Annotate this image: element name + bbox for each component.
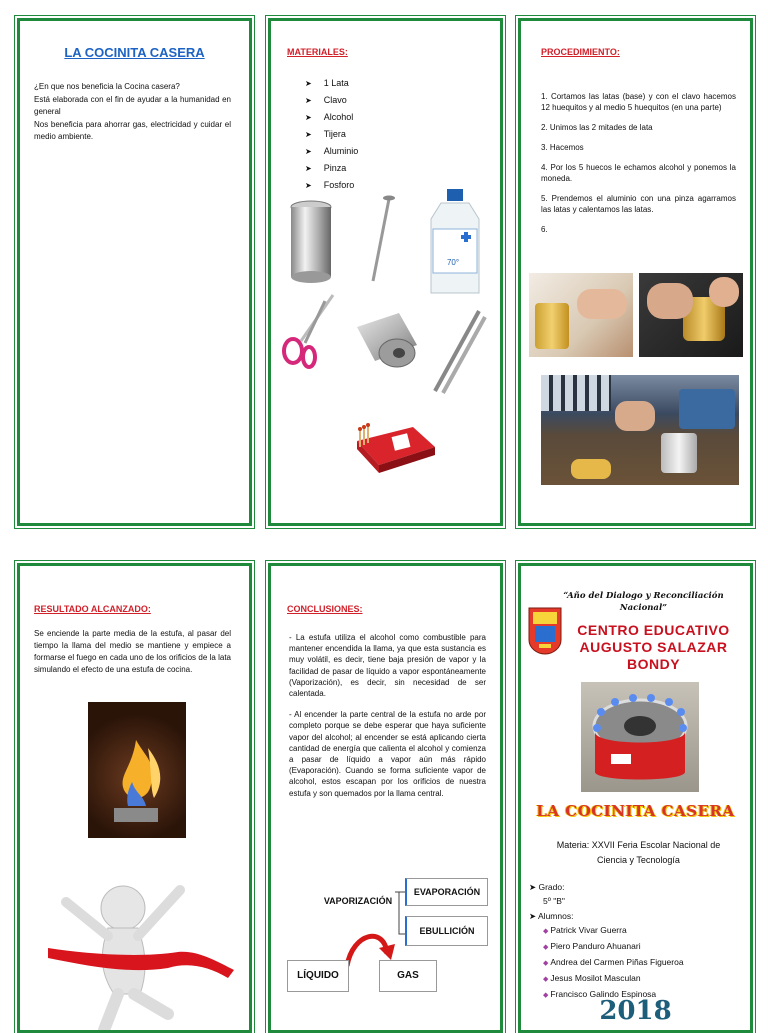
cover-year: 2018 [599,996,672,1026]
alcohol-bottle-image [427,189,483,297]
alumnos-label: ➤ Alumnos: [529,909,573,923]
school-name: CENTRO EDUCATIVO AUGUSTO SALAZAR BONDY [577,622,730,672]
intro-line-2: Está elaborada con el fin de ayudar a la humanidad en general [34,94,231,116]
grado-list [529,880,564,894]
winner-figure-image [48,866,238,1033]
svg-text:70°: 70° [446,258,460,267]
intro-title: LA COCINITA CASERA [64,45,205,60]
materia-text: Materia: XXVII Feria Escolar Nacional de Ciencia y Tecnología [556,840,721,865]
intro-text [34,81,231,144]
conclusiones-heading: CONCLUSIONES: [287,604,363,614]
alumno-item: ◆ Francisco Galindo Espinosa [543,987,684,1003]
step-3: 3. Hacemos [541,143,584,152]
panel-intro [17,18,252,526]
procedure-photo-3 [541,375,739,485]
conclusion-2: - Al encender la parte central de la estufa no arde por completo porque se debe esperar que haya suficiente vapor del alcohol; al encender se está aplicando cierta cantidad de energía que calienta el alcohol y comienza a pasar de líquido a vapor aún más rápido (Evaporación). Cuando se forma suficiente vapor de alcohol, estos escapan por los orificios de nuestra estufa y son quemados por la llama central. [289,710,486,798]
alumno-item: ◆ Jesus Mosilot Masculan [543,971,684,987]
nail-image [367,193,395,285]
material-item: ➤ 1 Lata [305,75,358,92]
alumnos-heading-list [529,909,573,923]
panel-materiales [268,18,503,526]
material-item: ➤ Tijera [305,126,358,143]
alumno-item: ◆ Andrea del Carmen Piñas Figueroa [543,955,684,971]
step-2: 2. Unimos las 2 mitades de lata [541,123,653,132]
step-6: 6. [541,225,548,234]
vaporizacion-label: VAPORIZACIÓN [321,890,395,912]
procedure-photo-2 [639,273,743,357]
conclusion-1: - La estufa utiliza el alcohol como combustible para mantener encendida la llama, ya que esta sustancia es muy volátil, es decir, tiene baja presión de vapor y la facilidad de pasar de líquido a vapor espontáneamente (Vaporización), es decir, sin necesidad de ser calentada. [289,633,486,699]
procedure-photo-1 [529,273,633,357]
panel-conclusiones [268,563,503,1033]
material-item: ➤ Clavo [305,92,358,109]
material-item: ➤ Pinza [305,160,358,177]
step-4: 4. Por los 5 huecos le echamos alcohol y ponemos la moneda. [541,163,736,183]
panel-cover [518,563,753,1033]
intro-question: ¿En que nos beneficia la Cocina casera? [34,82,180,91]
panel-resultado [17,563,252,1033]
year-motto: “Año del Dialogo y Reconciliación Nacional” [563,591,724,613]
intro-line-3: Nos beneficia para ahorrar gas, electricidad y cuidar el medio ambiente. [34,119,231,141]
gas-box: GAS [379,960,437,992]
conclusiones-text [289,632,486,809]
scissors-image [277,291,337,371]
grado-value: 5º "B" [543,896,565,906]
alumnos-list [531,923,684,1003]
alumno-item: ◆ Patrick Vivar Guerra [543,923,684,939]
stove-photo [581,682,699,792]
can-image [287,199,335,285]
step-1: 1. Cortamos las latas (base) y con el clavo hacemos 12 huequitos y al medio 5 huequitos (en una parte) [541,92,736,112]
grado-label: ➤ Grado: [529,880,564,894]
material-item: ➤ Fosforo [305,177,358,194]
materiales-heading: MATERIALES: [287,47,348,57]
alumno-item: ◆ Piero Panduro Ahuanari [543,939,684,955]
tongs-image [427,307,491,397]
material-item: ➤ Aluminio [305,143,358,160]
liquido-box: LÍQUIDO [287,960,349,992]
phase-diagram [287,874,487,992]
materials-list [305,75,358,194]
procedimiento-heading: PROCEDIMIENTO: [541,47,620,57]
evaporacion-box: EVAPORACIÓN [405,878,488,906]
resultado-heading: RESULTADO ALCANZADO: [34,604,151,614]
steps-list [541,91,736,244]
cover-title: LA COCINITA CASERA [536,802,735,820]
resultado-text: Se enciende la parte media de la estufa, al pasar del tiempo la llama del medio se mantiene y empiece a formarse el fuego en cada uno de los orificios de la lata simulando el efecto de una estufa de cocina. [34,629,231,674]
material-item: ➤ Alcohol [305,109,358,126]
aluminum-roll-image [347,307,423,371]
panel-procedimiento [518,18,753,526]
ebullicion-box: EBULLICIÓN [405,916,488,946]
flame-photo [88,702,186,838]
step-5: 5. Prendemos el aluminio con una pinza agarramos las latas y calentamos las latas. [541,194,736,214]
matchbox-image [353,421,439,477]
school-crest-logo [527,606,563,656]
